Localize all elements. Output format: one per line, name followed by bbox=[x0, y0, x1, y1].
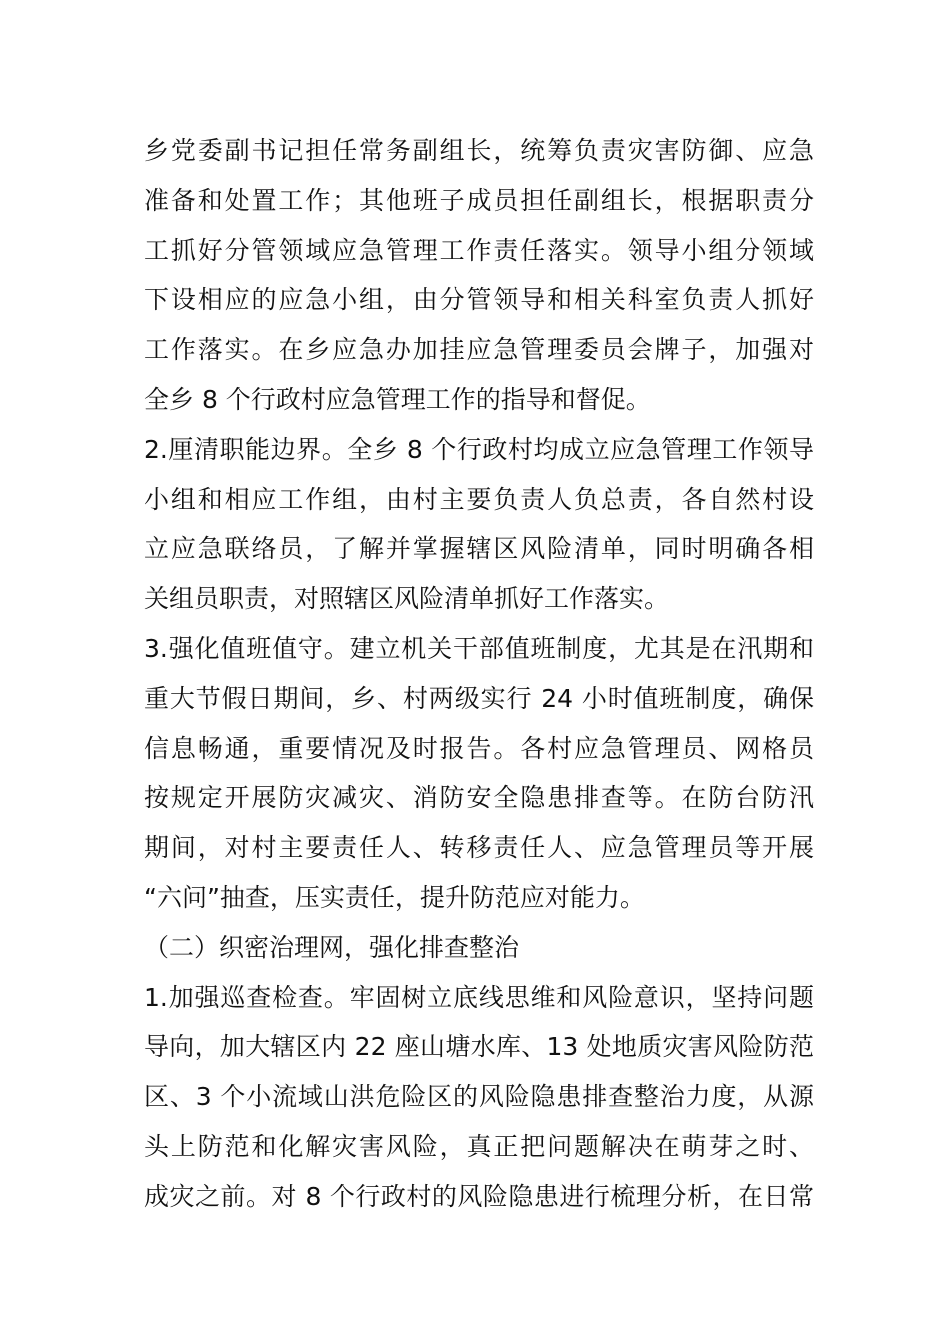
text-line: 重大节假日期间，乡、村两级实行 24 小时值班制度，确保 bbox=[144, 683, 814, 713]
text-line: 立应急联络员，了解并掌握辖区风险清单，同时明确各相 bbox=[144, 534, 814, 564]
text-line: 成灾之前。对 8 个行政村的风险隐患进行梳理分析，在日常 bbox=[144, 1181, 814, 1211]
text-line: 2.厘清职能边界。全乡 8 个行政村均成立应急管理工作领导 bbox=[144, 434, 814, 464]
text-line: 区、3 个小流域山洪危险区的风险隐患排查整治力度，从源 bbox=[144, 1082, 814, 1112]
text-line: 工作落实。在乡应急办加挂应急管理委员会牌子，加强对 bbox=[144, 335, 814, 365]
text-line: 期间，对村主要责任人、转移责任人、应急管理员等开展 bbox=[144, 833, 814, 863]
text-line: 3.强化值班值守。建立机关干部值班制度，尤其是在汛期和 bbox=[144, 633, 814, 663]
text-line: 全乡 8 个行政村应急管理工作的指导和督促。 bbox=[144, 384, 651, 414]
text-line: 准备和处置工作；其他班子成员担任副组长，根据职责分 bbox=[144, 185, 814, 215]
text-line: （二）织密治理网，强化排查整治 bbox=[144, 932, 520, 962]
text-line: 按规定开展防灾减灾、消防安全隐患排查等。在防台防汛 bbox=[144, 783, 814, 813]
text-line: 关组员职责，对照辖区风险清单抓好工作落实。 bbox=[144, 584, 670, 614]
text-line: 下设相应的应急小组，由分管领导和相关科室负责人抓好 bbox=[144, 285, 814, 315]
text-line: 1.加强巡查检查。牢固树立底线思维和风险意识，坚持问题 bbox=[144, 982, 814, 1012]
text-line: 工抓好分管领域应急管理工作责任落实。领导小组分领域 bbox=[144, 235, 814, 265]
text-line: 头上防范和化解灾害风险，真正把问题解决在萌芽之时、 bbox=[144, 1131, 814, 1161]
text-line: 信息畅通，重要情况及时报告。各村应急管理员、网格员 bbox=[144, 733, 814, 763]
text-line: 导向，加大辖区内 22 座山塘水库、13 处地质灾害风险防范 bbox=[144, 1032, 814, 1062]
text-line: 乡党委副书记担任常务副组长，统筹负责灾害防御、应急 bbox=[144, 136, 814, 165]
text-line: “六问”抽查，压实责任，提升防范应对能力。 bbox=[144, 882, 645, 912]
body-text bbox=[144, 126, 814, 1222]
text-line: 小组和相应工作组，由村主要负责人负总责，各自然村设 bbox=[144, 484, 814, 514]
